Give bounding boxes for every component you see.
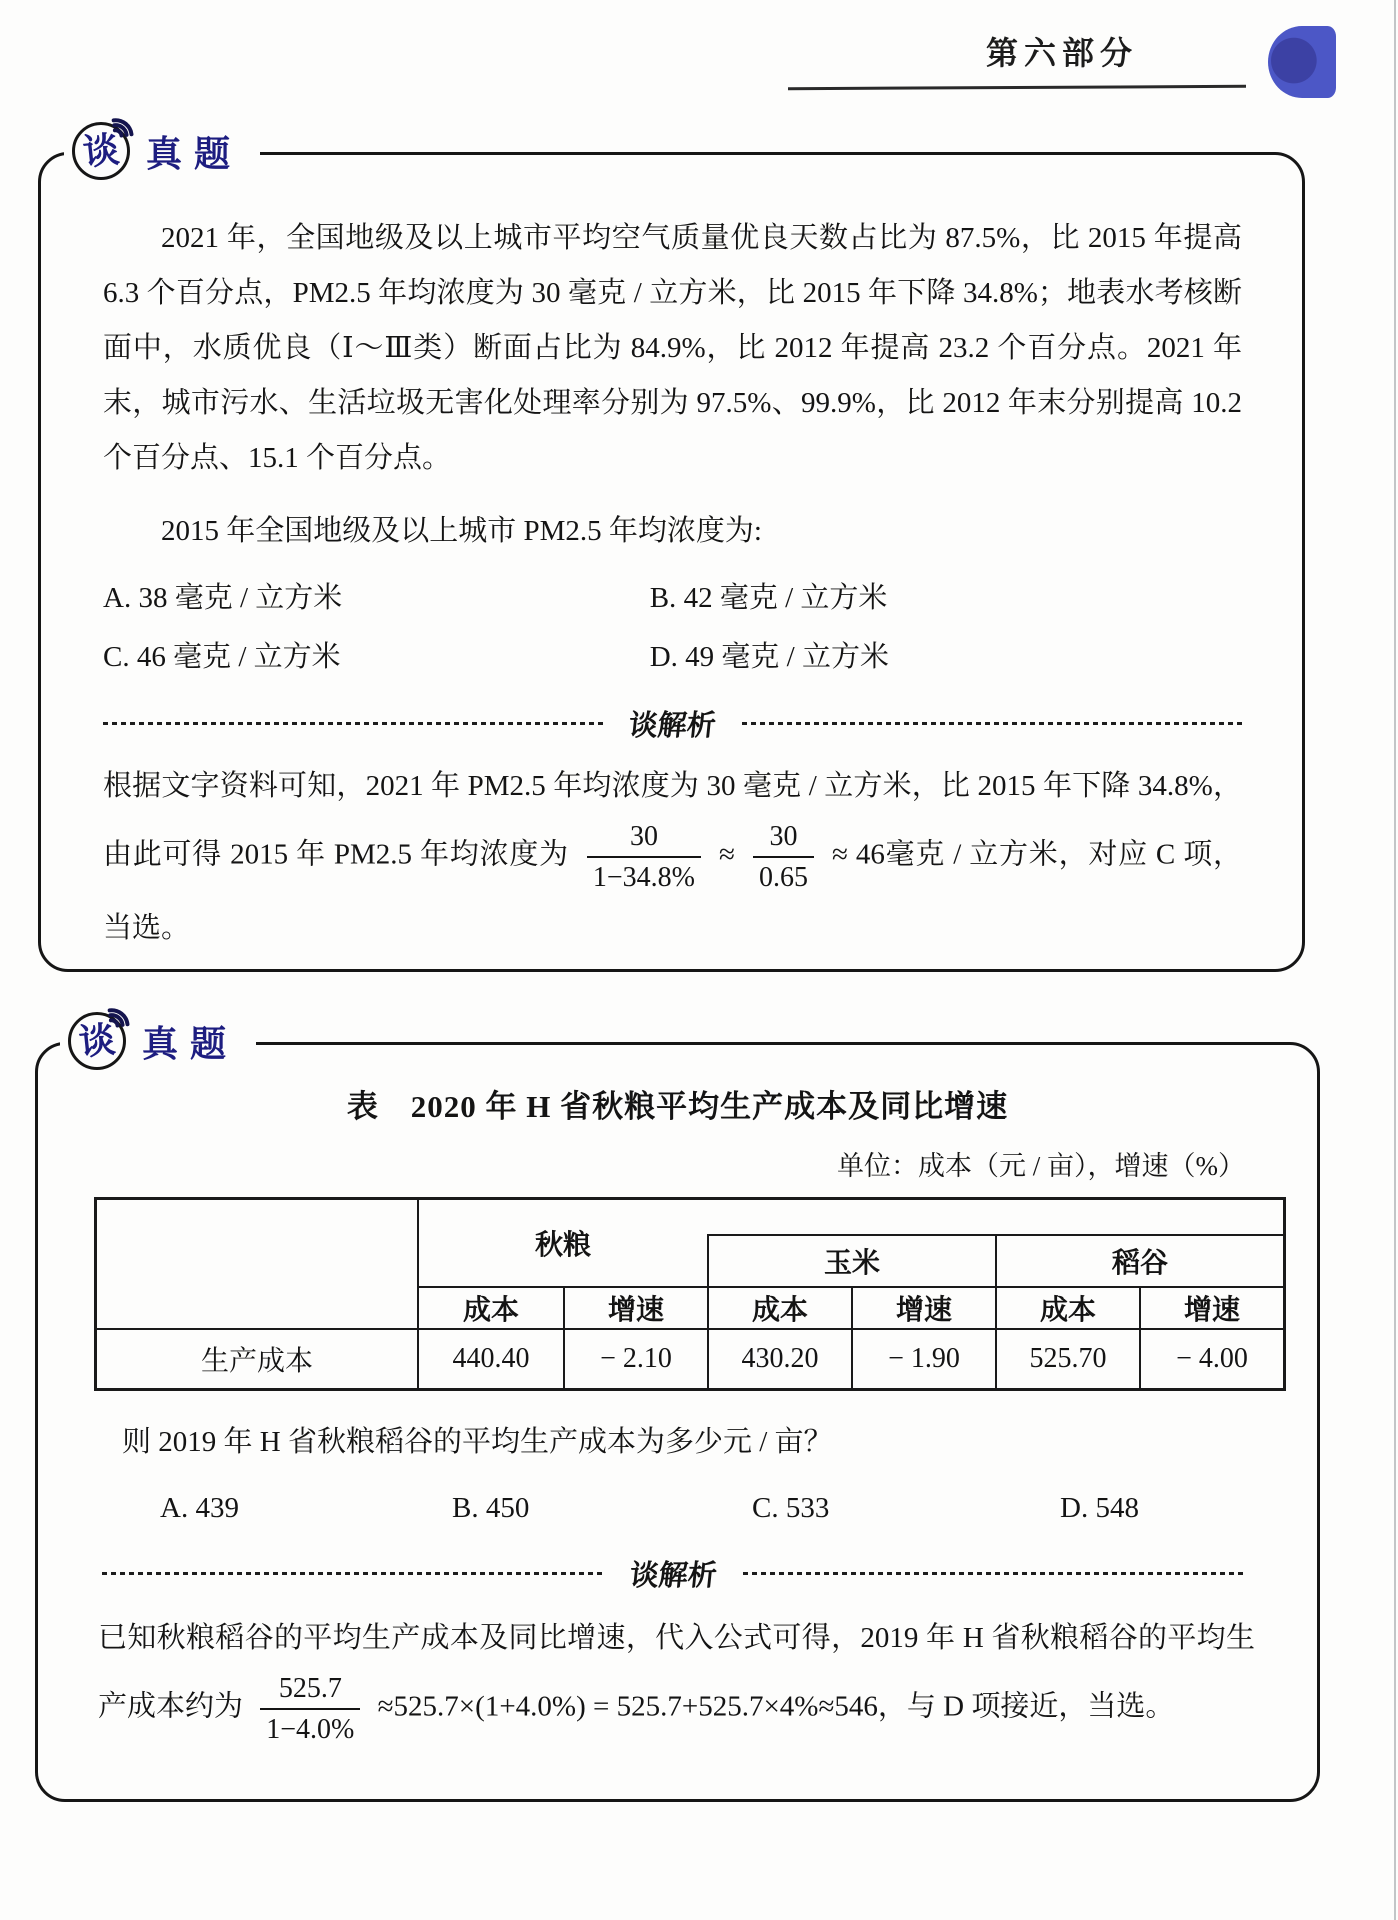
question2-badge: [60, 1008, 256, 1074]
analysis-divider-label: 谈解析: [628, 1560, 719, 1592]
analysis-divider-label: 谈解析: [627, 710, 718, 742]
option-d-text: 49 毫克 / 立方米: [685, 641, 889, 673]
option-c-letter: C.: [752, 1492, 779, 1524]
analysis-divider: [102, 1553, 1245, 1594]
table-unit-note: 单位：成本（元 / 亩），增速（%）: [837, 1151, 1245, 1181]
option-b-text: 42 毫克 / 立方米: [683, 582, 888, 614]
question2-explanation: [98, 1610, 1255, 1752]
blue-corner-tab-icon: [1268, 26, 1336, 98]
fraction-denominator: 1−34.8%: [592, 862, 695, 894]
table-top-strip: [707, 1200, 1283, 1236]
table-value: − 4.00: [1139, 1330, 1283, 1388]
option-a: [103, 569, 650, 628]
dashed-line: [743, 1572, 1245, 1576]
option-d-letter: D.: [649, 641, 678, 673]
option-c: [752, 1483, 1060, 1533]
question1-badge: [64, 118, 260, 184]
option-a: [160, 1483, 452, 1533]
fraction: [260, 1672, 360, 1746]
table-col-header: 成本: [995, 1288, 1139, 1330]
option-a-letter: A.: [103, 582, 132, 614]
table-corner-cell: [97, 1200, 419, 1330]
question1-options: [103, 569, 1242, 687]
fraction-numerator: 30: [753, 820, 814, 858]
dashed-line: [102, 1572, 604, 1576]
option-b: [650, 569, 1242, 628]
fraction: [587, 820, 701, 894]
option-c-text: 533: [785, 1492, 830, 1524]
option-d-letter: D.: [1060, 1492, 1089, 1524]
approx-sign: ≈: [719, 838, 735, 871]
option-d-text: 548: [1095, 1492, 1139, 1524]
fraction-denominator: 0.65: [758, 862, 808, 894]
table-row-label: 生产成本: [97, 1330, 419, 1388]
table-value: 525.70: [995, 1330, 1139, 1388]
explanation-text: 已知秋粮稻谷的平均生产成本及同比增速，代入公式可得，2019 年 H 省秋粮稻谷的平均生产成本约为: [98, 1622, 1255, 1723]
page-edge-line: [1394, 0, 1396, 1920]
section-underline: [788, 85, 1246, 90]
question1-passage: 2021 年，全国地级及以上城市平均空气质量优良天数占比为 87.5%，比 2015 年提高 6.3 个百分点，PM2.5 年均浓度为 30 毫克 / 立方米，比 2015 年下降 34.8%；地表水考核断面中，水质优良（Ⅰ～Ⅲ类）断面占比为 84.9%，比 2012 年提高 23.2 个百分点。2021 年末，城市污水、生活垃圾无害化处理率分别为 97.5%、99.9%，比 2012 年末分别提高 10.2 个百分点、15.1 个百分点。: [103, 222, 1242, 474]
table-group-header: 秋粮: [419, 1200, 707, 1288]
option-a-text: 439: [195, 1492, 239, 1524]
option-b-letter: B.: [452, 1492, 479, 1524]
dashed-line: [742, 722, 1242, 726]
option-b-letter: B.: [649, 582, 677, 614]
question2-box: [35, 1042, 1320, 1802]
badge-label: 真题: [146, 132, 243, 174]
table-subgroup-corn: 玉米: [707, 1236, 995, 1288]
option-b: [452, 1483, 752, 1533]
signal-waves-icon: [101, 995, 141, 1040]
table-caption: 表 2020 年 H 省秋粮平均生产成本及同比增速: [346, 1089, 1009, 1124]
cost-table: [94, 1197, 1286, 1391]
tan-character: 谈: [76, 1019, 117, 1063]
fraction-numerator: 525.7: [260, 1672, 360, 1710]
fraction: [753, 820, 814, 894]
option-b-text: 450: [485, 1492, 530, 1524]
table-col-header: 成本: [419, 1288, 563, 1330]
table-subgroup-rice: 稻谷: [995, 1236, 1283, 1288]
table-value: − 2.10: [563, 1330, 707, 1388]
explanation-text: ≈525.7×(1+4.0%) = 525.7+525.7×4%≈546，与 D 项接近，当选。: [377, 1690, 1175, 1723]
question1-box: [38, 152, 1305, 972]
signal-waves-icon: [105, 105, 145, 150]
section-title: 第六部分: [985, 35, 1138, 71]
option-a-text: 38 毫克 / 立方米: [138, 582, 343, 614]
page-header: [778, 24, 1338, 104]
badge-label: 真题: [142, 1022, 239, 1064]
question2-options: [160, 1483, 1317, 1533]
question1-stem: 2015 年全国地级及以上城市 PM2.5 年均浓度为:: [161, 515, 762, 547]
table-value: 440.40: [452, 1343, 530, 1374]
analysis-divider: [103, 703, 1242, 744]
option-d: [1060, 1483, 1139, 1533]
tan-logo-icon: [68, 1012, 126, 1070]
tan-logo-icon: [72, 122, 130, 180]
option-c-letter: C.: [103, 641, 130, 673]
fraction-denominator: 1−4.0%: [266, 1714, 355, 1746]
option-c: [103, 628, 650, 687]
tan-character: 谈: [80, 129, 121, 173]
table-col-header: 成本: [707, 1288, 851, 1330]
option-d: [650, 628, 1242, 687]
dashed-line: [103, 722, 603, 726]
question1-explanation: [103, 758, 1242, 956]
table-value: 430.20: [707, 1330, 851, 1388]
option-c-text: 46 毫克 / 立方米: [136, 641, 341, 673]
fraction-numerator: 30: [587, 820, 701, 858]
question2-stem: 则 2019 年 H 省秋粮稻谷的平均生产成本为多少元 / 亩？: [122, 1426, 833, 1458]
explanation-text: ≈ 46毫克 / 立方米，对应 C 项，当选。: [103, 838, 1242, 945]
option-a-letter: A.: [160, 1492, 189, 1524]
explanation-text: 根据文字资料可知，2021 年 PM2.5 年均浓度为 30 毫克 / 立方米，比 2015 年下降 34.8%，由此可得 2015 年 PM2.5 年均浓度为: [103, 770, 1242, 871]
table-col-header: 增速: [563, 1288, 707, 1330]
table-col-header: 增速: [851, 1288, 995, 1330]
table-col-header: 增速: [1139, 1288, 1283, 1330]
table-value: − 1.90: [851, 1330, 995, 1388]
